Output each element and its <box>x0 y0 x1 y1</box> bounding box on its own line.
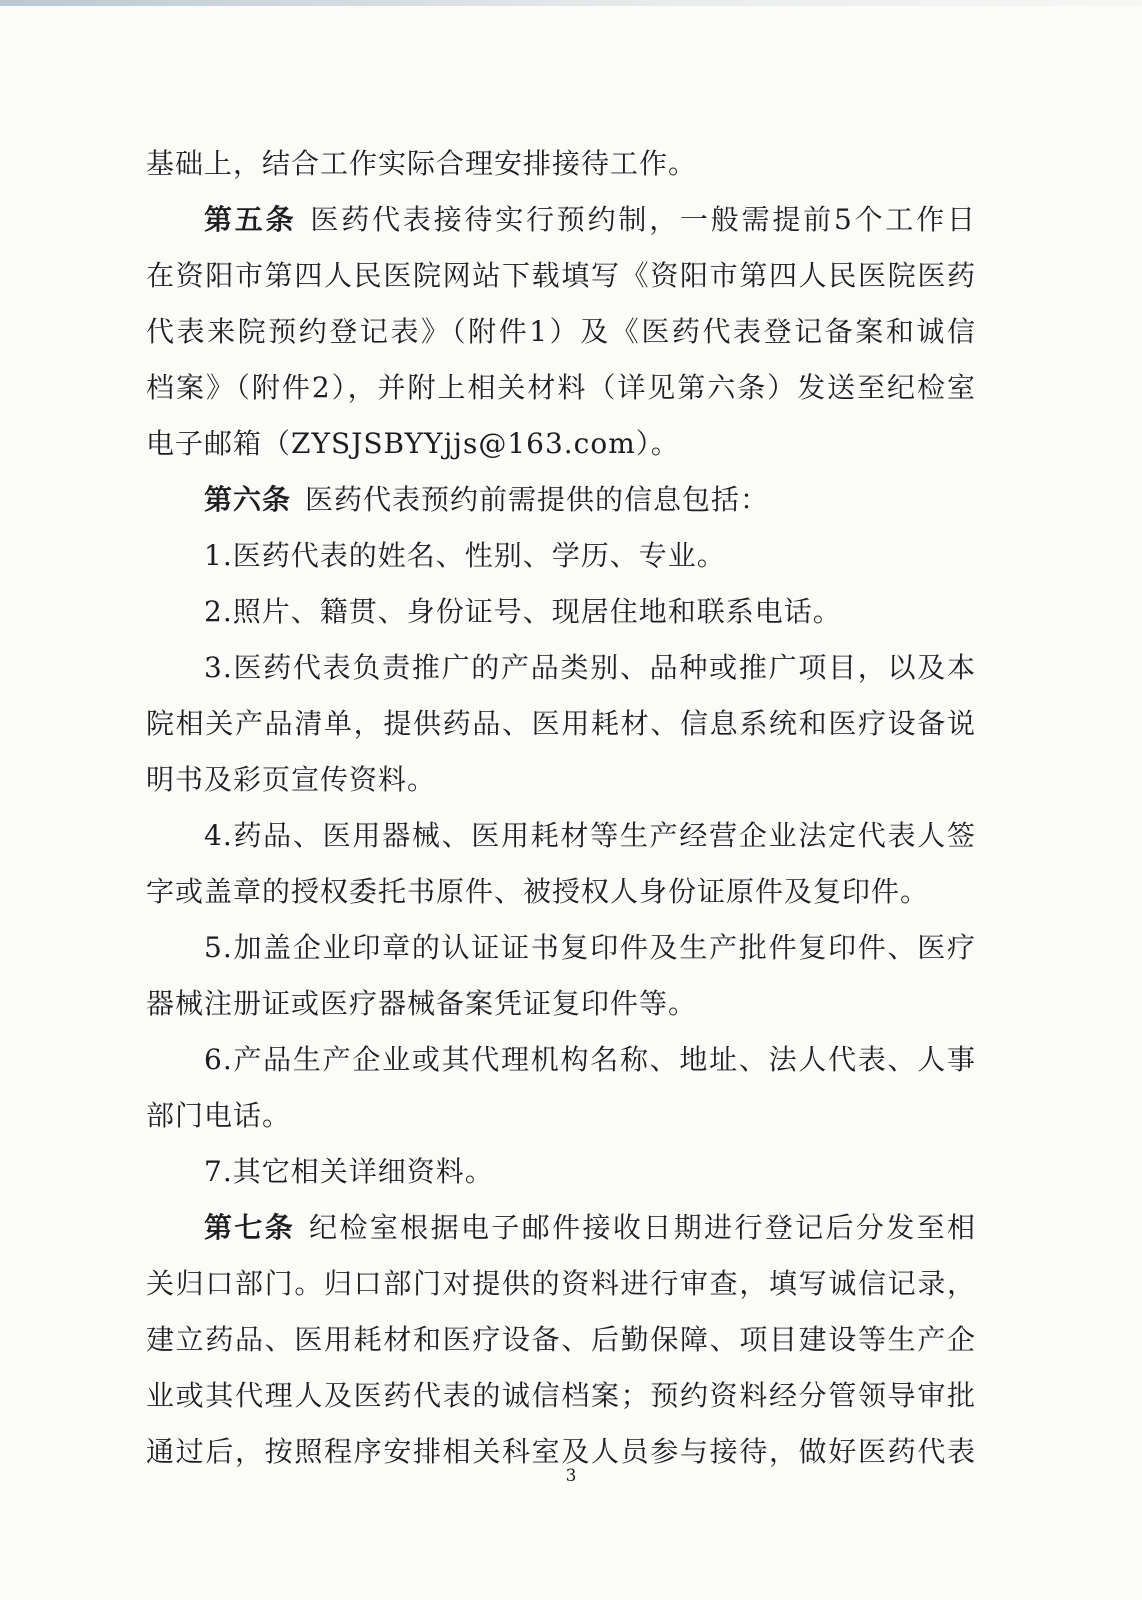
text-line: 第六条 医药代表预约前需提供的信息包括： <box>204 483 770 516</box>
text-line: 器械注册证或医疗器械备案凭证复印件等。 <box>146 987 698 1020</box>
text-line: 第五条 医药代表接待实行预约制，一般需提前5个工作日 <box>204 203 976 236</box>
text-line: 明书及彩页宣传资料。 <box>146 763 437 796</box>
text-line: 代表来院预约登记表》（附件1）及《医药代表登记备案和诚信 <box>146 315 976 348</box>
list-item: 1.医药代表的姓名、性别、学历、专业。 <box>204 539 726 572</box>
text-line: 电子邮箱（ZYSJSBYYjjs@163.com）。 <box>146 427 680 460</box>
list-item: 2.照片、籍贯、身份证号、现居住地和联系电话。 <box>204 595 842 628</box>
list-item: 3.医药代表负责推广的产品类别、品种或推广项目，以及本 <box>204 651 976 684</box>
page-number: 3 <box>565 1466 577 1486</box>
text-line: 部门电话。 <box>146 1099 292 1132</box>
text-line: 院相关产品清单，提供药品、医用耗材、信息系统和医疗设备说 <box>146 707 976 740</box>
article-heading: 第七条 <box>204 1211 296 1244</box>
list-item: 6.产品生产企业或其代理机构名称、地址、法人代表、人事 <box>204 1043 976 1076</box>
text-line: 档案》（附件2），并附上相关材料（详见第六条）发送至纪检室 <box>146 371 976 404</box>
list-item: 4.药品、医用器械、医用耗材等生产经营企业法定代表人签 <box>204 819 976 852</box>
text-line: 字或盖章的授权委托书原件、被授权人身份证原件及复印件。 <box>146 875 930 908</box>
text-line: 第七条 纪检室根据电子邮件接收日期进行登记后分发至相 <box>204 1211 976 1244</box>
article-heading: 第五条 <box>204 203 297 236</box>
list-item: 7.其它相关详细资料。 <box>204 1155 494 1188</box>
text-line: 关归口部门。归口部门对提供的资料进行审查，填写诚信记录， <box>146 1267 976 1300</box>
scan-edge-artifact <box>0 0 1142 6</box>
text-line: 在资阳市第四人民医院网站下载填写《资阳市第四人民医院医药 <box>146 259 976 292</box>
text-line: 基础上，结合工作实际合理安排接待工作。 <box>146 147 698 180</box>
text-line: 通过后，按照程序安排相关科室及人员参与接待，做好医药代表 <box>146 1435 976 1468</box>
article-heading: 第六条 <box>204 483 292 516</box>
text-line: 建立药品、医用耗材和医疗设备、后勤保障、项目建设等生产企 <box>146 1323 976 1356</box>
list-item: 5.加盖企业印章的认证证书复印件及生产批件复印件、医疗 <box>204 931 976 964</box>
text-line: 业或其代理人及医药代表的诚信档案；预约资料经分管领导审批 <box>146 1379 976 1412</box>
